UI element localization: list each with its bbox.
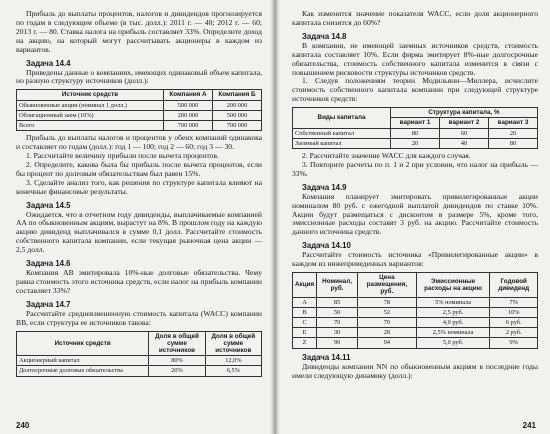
problem-14-4-question-1: 1. Рассчитайте величину прибыли после вычета процентов. — [26, 150, 219, 160]
table-row — [293, 338, 538, 348]
table-cell: Долгосрочные долговые обязательства — [17, 366, 149, 376]
table-cell: 7% — [490, 297, 538, 307]
problem-14-4-table — [16, 89, 262, 131]
table-header-row — [293, 273, 538, 298]
table-cell: 94 — [358, 338, 417, 348]
right-page-content — [292, 10, 538, 380]
table-cell: 6,5% — [205, 366, 261, 376]
page-number: 241 — [522, 421, 536, 430]
table-cell: 40 — [440, 138, 489, 148]
table-cell: Облигационный заем (10%) — [17, 110, 164, 120]
table-header: Номинал, руб. — [317, 273, 358, 298]
table-cell: E — [293, 328, 317, 338]
table-row — [293, 297, 538, 307]
table-header: Компания A — [164, 90, 213, 100]
page-number: 240 — [16, 421, 30, 430]
problem-14-8-table — [292, 107, 538, 149]
table-cell: 85 — [317, 297, 358, 307]
table-row — [293, 328, 538, 338]
table-cell: 2,5% номинала — [416, 328, 490, 338]
table-header: Доля в общей сумме источников — [205, 331, 261, 356]
problem-14-5-title: Задача 14.5 — [26, 200, 71, 210]
table-cell: 78 — [358, 297, 417, 307]
table-cell: Собственный капитал — [293, 128, 391, 138]
table-header-row — [293, 108, 538, 118]
table-cell: 20 — [489, 128, 538, 138]
table-cell: Заемный капитал — [293, 138, 391, 148]
table-row — [293, 307, 538, 317]
problem-14-4-title: Задача 14.4 — [26, 58, 71, 68]
table-cell: 5% номинала — [416, 297, 490, 307]
problem-14-10-text: Рассчитайте стоимость источника «Привилегированные акции» в каждом из нижеприведенных вариантов: — [292, 250, 538, 269]
table-cell: 70 — [358, 318, 417, 328]
table-row — [17, 110, 262, 120]
left-intro-paragraph: Прибыль до выплаты процентов, налогов и дивидендов прогнозируется по годам в следующем объеме (в тыс. долл.): 2011 г. — 40; 2012 г. — 60; 2013 г. — 80. Ставка налога на прибыль составляет 33%. Определите доход на акцию, на который могут рассчитывать акционеры в каждом из вариантов. — [16, 9, 262, 54]
table-header: Виды капитала — [293, 108, 391, 128]
table-cell: 60 — [440, 128, 489, 138]
problem-14-6-title: Задача 14.6 — [26, 259, 71, 269]
table-row — [17, 366, 262, 376]
table-cell: 20 — [391, 138, 440, 148]
table-row — [17, 100, 262, 110]
table-cell: 80 — [391, 128, 440, 138]
table-cell: Обыкновенные акции (номинал 1 долл.) — [17, 100, 164, 110]
table-header-row — [17, 331, 262, 356]
left-page — [0, 0, 274, 434]
table-cell: 500 000 — [213, 110, 262, 120]
problem-14-4-question-3: 3. Сделайте анализ того, как решения по структуре капитала влияют на конечные финансовые результаты. — [16, 177, 262, 196]
problem-14-8-text: В компании, не имеющей заемных источников средств, стоимость капитала составляет 10%. Если фирма эмитирует 8%-ные долгосрочные обязательства, стоимость собственного капитала изменится в связи с повышением рисковости структуры источников средств. — [292, 40, 538, 77]
problem-14-8-question-2: 2. Рассчитайте значение WACC для каждого случая. — [302, 150, 471, 160]
table-cell: 2 руб. — [490, 328, 538, 338]
problem-14-11-text: Дивиденды компании NN по обыкновенным акциям в последние годы имели следующую динамику (долл.): — [292, 361, 538, 380]
table-header: Компания Б — [213, 90, 262, 100]
table-row — [293, 138, 538, 148]
table-row — [17, 356, 262, 366]
table-header: Годовой дивиденд — [490, 273, 538, 298]
problem-14-4-text: Приведены данные о компаниях, имеющих одинаковый объем капитала, но разную структуру источников (долл.): — [16, 67, 262, 86]
problem-14-6-text: Компания AB эмитировала 10%-ные долговые обязательства. Чему равна стоимость этого источника средств, если налог на прибыль компании составляет 33%? — [16, 268, 262, 295]
table-cell: 700 000 — [213, 120, 262, 130]
problem-14-4-after-text: Прибыль до выплаты налогов и процентов у обеих компаний одинакова и составляет по годам (долл.): год 1 — 100; год 2 — 60; год 3 — 30. — [16, 133, 262, 152]
table-row — [293, 318, 538, 328]
table-cell: 70 — [317, 318, 358, 328]
table-cell: 6 руб. — [490, 318, 538, 328]
table-header: Доля в общей сумме источников — [149, 331, 205, 356]
table-header: Источник средств — [17, 331, 149, 356]
right-page — [276, 0, 550, 434]
table-cell: 52 — [358, 307, 417, 317]
table-cell: 200 000 — [164, 110, 213, 120]
table-cell: 28 — [358, 328, 417, 338]
problem-14-5-text: Ожидается, что в отчетном году дивиденды, выплачиваемые компанией AA по обыкновенным акциям, вырастут на 8%. В прошлом году на каждую акцию дивиденд выплачивался в сумме 0,1 долл. Рассчитайте стоимость собственного капитала компании, если текущая рыночная цена акции — 2,5 долл. — [16, 209, 262, 255]
table-cell: 2,5 руб. — [416, 307, 490, 317]
problem-14-9-title: Задача 14.9 — [302, 182, 347, 192]
table-cell: 50 — [317, 307, 358, 317]
table-header: вариант 3 — [489, 118, 538, 128]
table-cell: C — [293, 318, 317, 328]
table-cell: Z — [293, 338, 317, 348]
problem-14-9-text: Компания планирует эмитировать привилегированные акции номиналом 80 руб. с ежегодной выплатой дивидендов по ставке 10%. Акции будут размещаться с дисконтом в размере 5%, кроме того, эмиссионные расходы составят 3 руб. на акцию. Рассчитайте стоимость данного источника средств. — [292, 191, 538, 237]
problem-14-7-title: Задача 14.7 — [26, 299, 71, 309]
table-cell: 90 — [317, 338, 358, 348]
table-cell: 5,0 руб. — [416, 338, 490, 348]
problem-14-8-question-3: 3. Повторите расчеты по п. 1 и 2 при условии, что налог на прибыль — 33%. — [292, 159, 538, 178]
table-row — [293, 128, 538, 138]
table-cell: 9% — [490, 338, 538, 348]
table-header: Акция — [293, 273, 317, 298]
right-intro-paragraph: Как изменится значение показателя WACC, если доля акционерного капитала снизится до 60%? — [292, 9, 538, 27]
table-cell: 700 000 — [164, 120, 213, 130]
table-header: вариант 2 — [440, 118, 489, 128]
left-page-content — [16, 10, 262, 380]
table-row — [17, 120, 262, 130]
problem-14-10-title: Задача 14.10 — [302, 241, 351, 251]
table-header: Эмиссионные расходы на акцию — [416, 273, 490, 298]
problem-14-8-question-1: 1. Следуя положениям теории Модильяни—Миллера, исчислите стоимость собственного капитала компании при следующей структуре источников средств: — [292, 76, 538, 104]
problem-14-11-title: Задача 14.11 — [302, 352, 351, 362]
table-header: вариант 1 — [391, 118, 440, 128]
table-group-header: Структура капитала, % — [391, 108, 538, 118]
book-gutter — [270, 0, 280, 434]
table-cell: 10% — [490, 307, 538, 317]
table-cell: 500 000 — [164, 100, 213, 110]
table-cell: 20% — [149, 366, 205, 376]
table-header-row — [17, 90, 262, 100]
table-header: Цена размещения, руб. — [358, 273, 417, 298]
table-cell: 12,0% — [205, 356, 261, 366]
table-cell: Акционерный капитал — [17, 356, 149, 366]
problem-14-8-title: Задача 14.8 — [302, 31, 347, 41]
table-cell: B — [293, 307, 317, 317]
table-header: Источник средств — [17, 90, 164, 100]
table-cell: 4,0 руб. — [416, 318, 490, 328]
problem-14-10-table — [292, 272, 538, 349]
table-cell: 30 — [317, 328, 358, 338]
problem-14-4-question-2: 2. Определите, какова была бы прибыль после вычета процентов, если бы процент по долговым обязательствам был равен 15%. — [16, 159, 262, 178]
table-cell: 200 000 — [213, 100, 262, 110]
table-cell: A — [293, 297, 317, 307]
table-cell: 80 — [489, 138, 538, 148]
table-cell: 80% — [149, 356, 205, 366]
problem-14-7-text: Рассчитайте средневзвешенную стоимость капитала (WACC) компании BB, если структура ее источников такова: — [16, 308, 262, 327]
problem-14-7-table — [16, 331, 262, 377]
table-cell: Всего — [17, 120, 164, 130]
